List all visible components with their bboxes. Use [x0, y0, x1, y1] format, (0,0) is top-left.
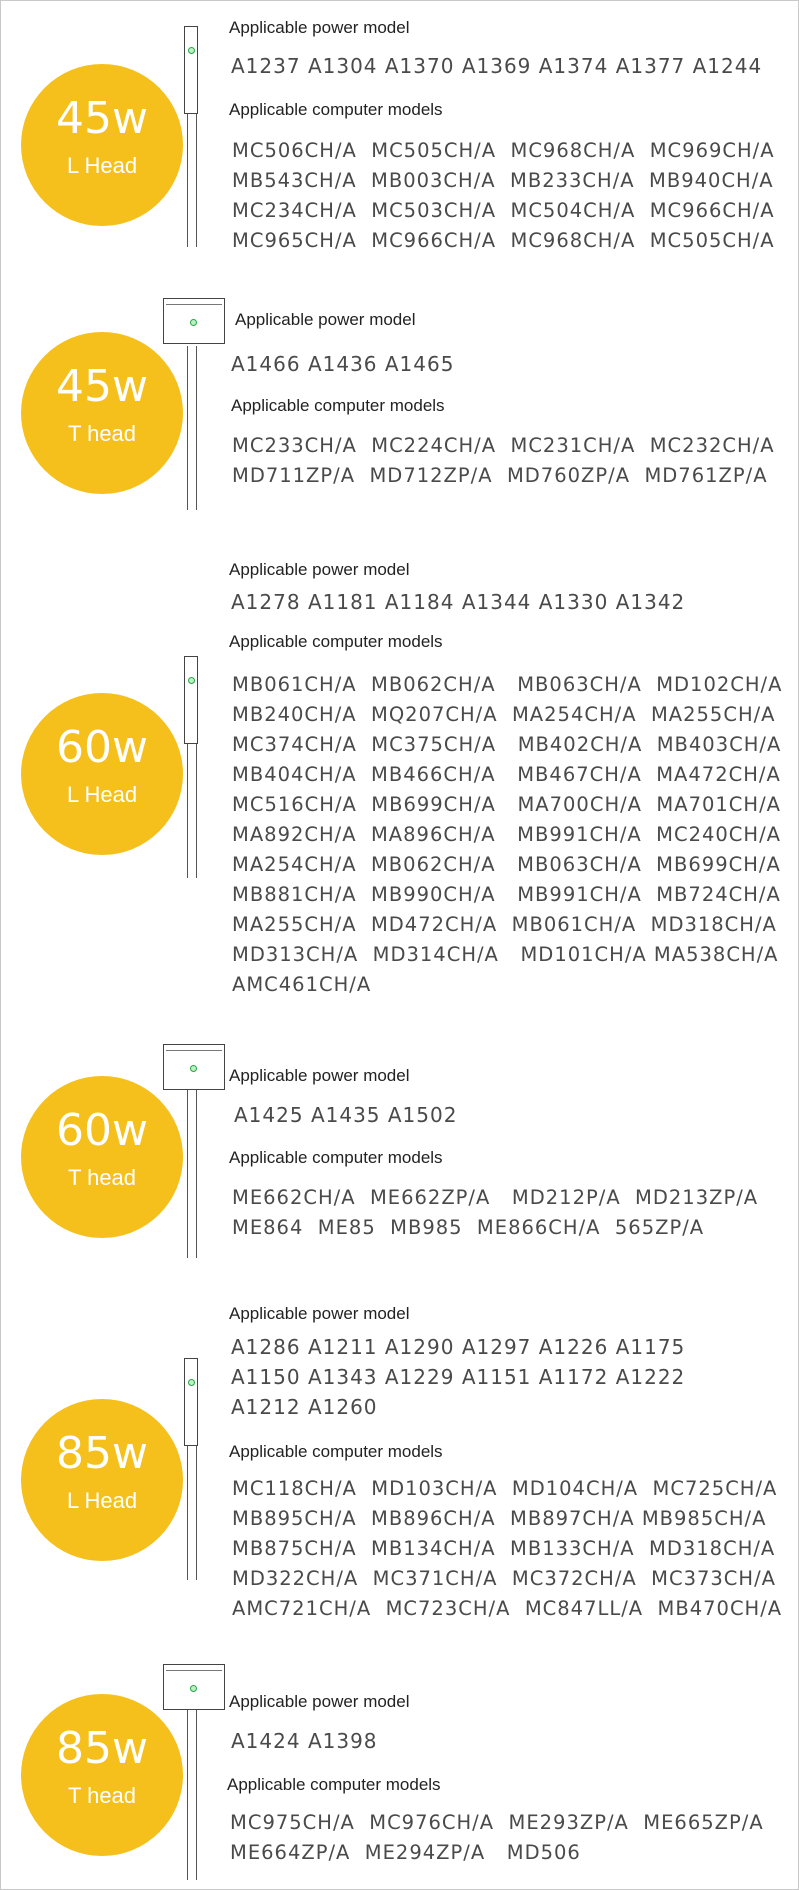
t-head-connector-icon	[163, 1044, 225, 1090]
model-row: ME864 ME85 MB985 ME866CH/A 565ZP/A	[232, 1216, 705, 1239]
l-head-connector-icon	[184, 1358, 198, 1446]
power-model-row: A1150 A1343 A1229 A1151 A1172 A1222	[231, 1365, 686, 1389]
model-row: MB240CH/A MQ207CH/A MA254CH/A MA255CH/A	[232, 703, 776, 726]
power-model-row: A1237 A1304 A1370 A1369 A1374 A1377 A1244	[231, 54, 763, 78]
model-row: MC234CH/A MC503CH/A MC504CH/A MC966CH/A	[232, 199, 775, 222]
cable	[187, 112, 197, 247]
wattage-badge	[21, 64, 183, 226]
badge-wattage: 60w	[56, 1105, 148, 1156]
power-model-row: A1286 A1211 A1290 A1297 A1226 A1175	[231, 1335, 686, 1359]
model-row: MA892CH/A MA896CH/A MB991CH/A MC240CH/A	[232, 823, 781, 846]
cable	[187, 742, 197, 878]
model-row: MA255CH/A MD472CH/A MB061CH/A MD318CH/A	[232, 913, 777, 936]
power-model-label: Applicable power model	[229, 1304, 410, 1323]
computer-models-label: Applicable computer models	[231, 396, 445, 415]
wattage-badge	[21, 1694, 183, 1856]
badge-head-type: T head	[67, 1165, 137, 1190]
model-row: ME662CH/A ME662ZP/A MD212P/A MD213ZP/A	[232, 1186, 759, 1209]
led-indicator-icon	[190, 1685, 197, 1692]
badge-head-type: L Head	[66, 782, 138, 807]
badge-head-type: T head	[67, 1783, 137, 1808]
model-row: ME664ZP/A ME294ZP/A MD506	[230, 1841, 581, 1864]
badge-wattage: 45w	[56, 93, 148, 144]
badge-wattage: 45w	[56, 361, 148, 412]
power-model-row: A1212 A1260	[231, 1395, 378, 1419]
model-row: MC506CH/A MC505CH/A MC968CH/A MC969CH/A	[232, 139, 775, 162]
cable	[187, 346, 197, 510]
power-model-row: A1466 A1436 A1465	[231, 352, 455, 376]
badge-wattage: 85w	[56, 1428, 148, 1479]
model-row: MD711ZP/A MD712ZP/A MD760ZP/A MD761ZP/A	[232, 464, 768, 487]
badge-head-type: T head	[67, 421, 137, 446]
model-row: MB061CH/A MB062CH/A MB063CH/A MD102CH/A	[232, 673, 783, 696]
led-indicator-icon	[190, 319, 197, 326]
power-model-row: A1425 A1435 A1502	[234, 1103, 458, 1127]
computer-models-label: Applicable computer models	[229, 1148, 443, 1167]
led-indicator-icon	[188, 47, 195, 54]
wattage-badge	[21, 1399, 183, 1561]
power-model-label: Applicable power model	[229, 1066, 410, 1085]
l-head-connector-icon	[184, 26, 198, 114]
cable	[187, 1090, 197, 1258]
power-model-label: Applicable power model	[229, 18, 410, 37]
model-row: MB543CH/A MB003CH/A MB233CH/A MB940CH/A	[232, 169, 774, 192]
wattage-badge	[21, 693, 183, 855]
wattage-badge	[21, 332, 183, 494]
badge-head-type: L Head	[66, 1488, 138, 1513]
power-model-row: A1424 A1398	[231, 1729, 378, 1753]
model-row: MB875CH/A MB134CH/A MB133CH/A MD318CH/A	[232, 1537, 776, 1560]
badge-head-type: L Head	[66, 153, 138, 178]
model-row: MC118CH/A MD103CH/A MD104CH/A MC725CH/A	[232, 1477, 778, 1500]
model-row: MB881CH/A MB990CH/A MB991CH/A MB724CH/A	[232, 883, 781, 906]
model-row: MB404CH/A MB466CH/A MB467CH/A MA472CH/A	[232, 763, 781, 786]
power-model-row: A1278 A1181 A1184 A1344 A1330 A1342	[231, 590, 686, 614]
model-row: MB895CH/A MB896CH/A MB897CH/A MB985CH/A	[232, 1507, 767, 1530]
led-indicator-icon	[188, 1379, 195, 1386]
wattage-badge	[21, 1076, 183, 1238]
model-row: MD313CH/A MD314CH/A MD101CH/A MA538CH/A	[232, 943, 779, 966]
power-model-label: Applicable power model	[235, 310, 416, 329]
power-model-label: Applicable power model	[229, 1692, 410, 1711]
model-row: MC374CH/A MC375CH/A MB402CH/A MB403CH/A	[232, 733, 782, 756]
badge-wattage: 85w	[56, 1723, 148, 1774]
led-indicator-icon	[190, 1065, 197, 1072]
l-head-connector-icon	[184, 656, 198, 744]
model-row: MC975CH/A MC976CH/A ME293ZP/A ME665ZP/A	[230, 1811, 764, 1834]
computer-models-label: Applicable computer models	[229, 1442, 443, 1461]
model-row: MC233CH/A MC224CH/A MC231CH/A MC232CH/A	[232, 434, 775, 457]
led-indicator-icon	[188, 677, 195, 684]
t-head-connector-icon	[163, 1664, 225, 1710]
model-row: MA254CH/A MB062CH/A MB063CH/A MB699CH/A	[232, 853, 781, 876]
computer-models-label: Applicable computer models	[229, 632, 443, 651]
model-row: MC965CH/A MC966CH/A MC968CH/A MC505CH/A	[232, 229, 775, 252]
cable	[187, 1710, 197, 1880]
computer-models-label: Applicable computer models	[227, 1775, 441, 1794]
computer-models-label: Applicable computer models	[229, 100, 443, 119]
badge-wattage: 60w	[56, 722, 148, 773]
model-row: AMC721CH/A MC723CH/A MC847LL/A MB470CH/A	[232, 1597, 783, 1620]
t-head-connector-icon	[163, 298, 225, 344]
power-model-label: Applicable power model	[229, 560, 410, 579]
model-row: MD322CH/A MC371CH/A MC372CH/A MC373CH/A	[232, 1567, 776, 1590]
model-row: MC516CH/A MB699CH/A MA700CH/A MA701CH/A	[232, 793, 781, 816]
model-row: AMC461CH/A	[232, 973, 372, 996]
cable	[187, 1446, 197, 1580]
